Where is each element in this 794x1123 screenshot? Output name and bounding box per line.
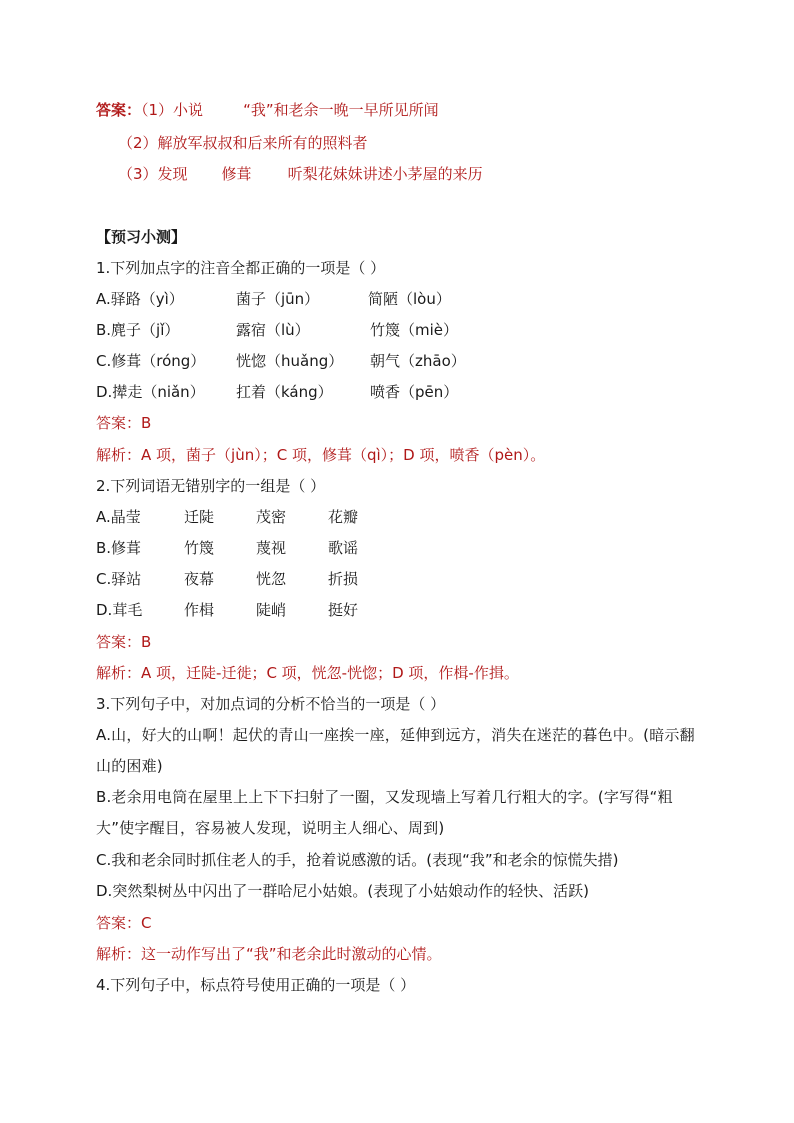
q2-option-d-w3: 陡峭 <box>256 601 287 619</box>
top-answer-line-2: （2）解放军叔叔和后来所有的照料者 <box>118 134 368 152</box>
q2-option-c <box>96 569 396 589</box>
q1-option-c-col3: 朝气（zhāo） <box>370 352 466 370</box>
q1-option-c-col2: 恍惚（huǎng） <box>236 352 344 370</box>
answer-part-discover: （3）发现 <box>118 165 188 183</box>
q1-stem: 1.下列加点字的注音全都正确的一项是（ ） <box>96 259 386 277</box>
q2-option-d <box>96 600 396 620</box>
q1-option-d-col1: D.撵走（niǎn） <box>96 383 205 401</box>
q3-answer: 答案：C <box>96 914 152 932</box>
q2-answer: 答案：B <box>96 633 152 651</box>
q4-stem: 4.下列句子中，标点符号使用正确的一项是（ ） <box>96 976 416 994</box>
section-title: 【预习小测】 <box>96 228 187 246</box>
q1-option-b-col1: B.麂子（jǐ） <box>96 321 180 339</box>
q2-option-b-w3: 蔑视 <box>256 539 287 557</box>
q1-option-b-col3: 竹篾（miè） <box>370 321 459 339</box>
answer-part-novel: （1）小说 <box>141 101 204 119</box>
q3-option-b: B.老余用电筒在屋里上上下下扫射了一圈，又发现墙上写着几行粗大的字。(字写得“粗大”使字醒目，容易被人发现，说明主人细心、周到) <box>96 788 673 837</box>
answer-part-seen: “我”和老余一晚一早所见所闻 <box>243 101 439 119</box>
q1-option-c-col1: C.修葺（róng） <box>96 352 206 370</box>
q2-option-a-w1: A.晶莹 <box>96 508 141 526</box>
answer-part-repair: 修葺 <box>221 165 252 183</box>
q2-option-c-w2: 夜幕 <box>184 570 215 588</box>
top-answer-line-1 <box>96 100 439 120</box>
q1-option-d-col3: 喷香（pēn） <box>370 383 459 401</box>
q1-analysis: 解析：A 项，菌子（jùn）；C 项，修葺（qì）；D 项，喷香（pèn）。 <box>96 446 546 464</box>
q2-stem: 2.下列词语无错别字的一组是（ ） <box>96 477 326 495</box>
q2-option-b-w1: B.修葺 <box>96 539 142 557</box>
q1-option-b-col2: 露宿（lù） <box>236 321 310 339</box>
q1-option-a <box>96 289 496 309</box>
q1-option-a-col1: A.驿路（yì） <box>96 290 184 308</box>
q3-stem: 3.下列句子中，对加点词的分析不恰当的一项是（ ） <box>96 695 446 713</box>
q2-option-b-w4: 歌谣 <box>328 539 359 557</box>
q2-option-b <box>96 538 396 558</box>
q2-option-a-w3: 茂密 <box>256 508 287 526</box>
q2-option-c-w3: 恍忽 <box>256 570 287 588</box>
q2-option-a <box>96 507 396 527</box>
top-answer-line-3 <box>118 164 483 184</box>
q2-option-a-w2: 迁陡 <box>184 508 215 526</box>
q2-option-d-w4: 挺好 <box>328 601 359 619</box>
answer-label: 答案： <box>96 101 142 119</box>
q2-analysis: 解析：A 项，迁陡-迁徙；C 项，恍忽-恍惚；D 项，作楫-作揖。 <box>96 664 519 682</box>
q3-analysis: 解析：这一动作写出了“我”和老余此时激动的心情。 <box>96 945 442 963</box>
q1-option-b <box>96 320 496 340</box>
q1-answer: 答案：B <box>96 414 152 432</box>
q2-option-d-w2: 作楫 <box>184 601 215 619</box>
q1-option-a-col3: 简陋（lòu） <box>368 290 451 308</box>
answer-part-story: 听梨花妹妹讲述小茅屋的来历 <box>287 165 483 183</box>
q1-option-d <box>96 382 496 402</box>
q1-option-d-col2: 扛着（káng） <box>236 383 333 401</box>
q1-option-a-col2: 菌子（jūn） <box>236 290 320 308</box>
q2-option-a-w4: 花瓣 <box>328 508 359 526</box>
q3-option-d: D.突然梨树丛中闪出了一群哈尼小姑娘。(表现了小姑娘动作的轻快、活跃) <box>96 882 590 900</box>
q3-option-c: C.我和老余同时抓住老人的手，抢着说感激的话。(表现“我”和老余的惊慌失措) <box>96 851 619 869</box>
q1-option-c <box>96 351 496 371</box>
q2-option-c-w1: C.驿站 <box>96 570 142 588</box>
q3-option-a: A.山，好大的山啊！起伏的青山一座挨一座，延伸到远方，消失在迷茫的暮色中。(暗示翻山的困难) <box>96 726 695 775</box>
q2-option-d-w1: D.茸毛 <box>96 601 143 619</box>
q2-option-b-w2: 竹篾 <box>184 539 215 557</box>
q2-option-c-w4: 折损 <box>328 570 359 588</box>
